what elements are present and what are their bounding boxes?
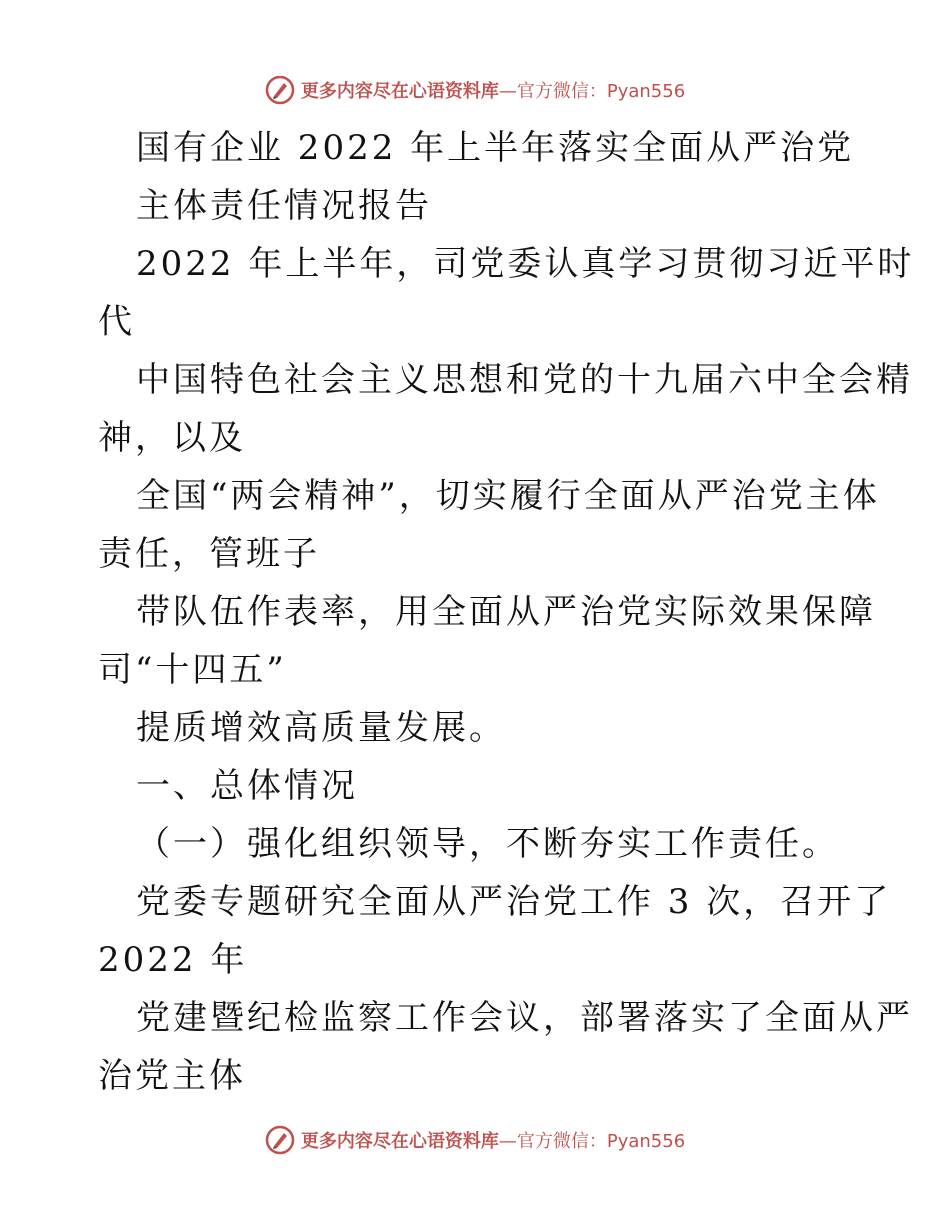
- doc-paragraph-line: 中国特色社会主义思想和党的十九届六中全会精: [136, 360, 913, 400]
- doc-paragraph-line: 提质增效高质量发展。: [136, 708, 506, 748]
- doc-paragraph-line: 神，以及: [98, 418, 246, 458]
- doc-section-heading: 一、总体情况: [136, 766, 358, 806]
- doc-title-line-1: 国有企业 2022 年上半年落实全面从严治党: [136, 128, 855, 168]
- watermark-contact: —官方微信：Pyan556: [498, 1131, 686, 1152]
- doc-subsection-heading: （一）强化组织领导，不断夯实工作责任。: [136, 824, 839, 864]
- watermark-brand: 更多内容尽在心语资料库: [300, 1131, 499, 1152]
- pen-logo-icon: [265, 1125, 295, 1155]
- doc-paragraph-line: 2022 年: [98, 940, 248, 980]
- doc-paragraph-line: 党委专题研究全面从严治党工作 3 次，召开了: [136, 882, 892, 922]
- doc-paragraph-line: 2022 年上半年，司党委认真学习贯彻习近平时: [136, 244, 915, 284]
- doc-paragraph-line: 司“十四五”: [98, 650, 287, 690]
- doc-paragraph-line: 治党主体: [98, 1056, 246, 1096]
- watermark-brand: 更多内容尽在心语资料库: [300, 81, 499, 102]
- doc-paragraph-line: 责任，管班子: [98, 534, 320, 574]
- doc-paragraph-line: 代: [98, 302, 135, 342]
- doc-paragraph-line: 全国“两会精神”，切实履行全面从严治党主体: [136, 476, 880, 516]
- doc-paragraph-line: 带队伍作表率，用全面从严治党实际效果保障: [136, 592, 876, 632]
- watermark-banner-bottom: [0, 1120, 950, 1160]
- doc-title-line-2: 主体责任情况报告: [136, 186, 432, 226]
- watermark-contact: —官方微信：Pyan556: [498, 81, 686, 102]
- doc-paragraph-line: 党建暨纪检监察工作会议，部署落实了全面从严: [136, 998, 913, 1038]
